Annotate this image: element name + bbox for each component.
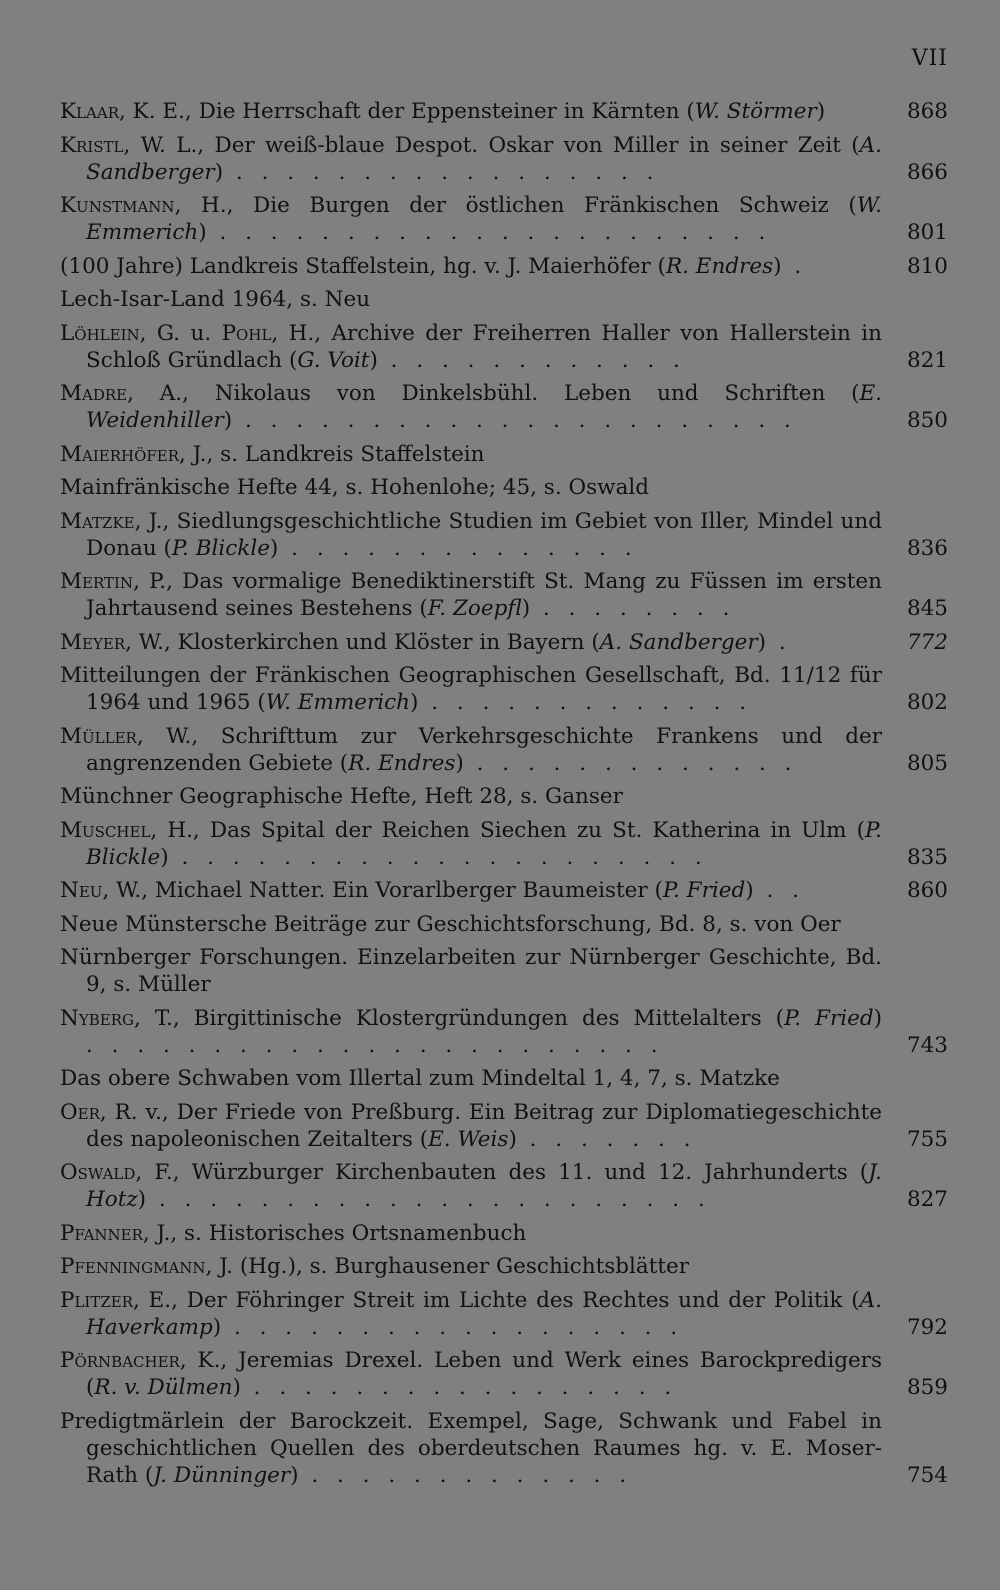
entry-page-ref: 821 — [906, 347, 948, 373]
entry-text: Predigtmärlein der Barockzeit. Exempel, Sage, Schwank und Fabel in geschichtlichen Quellen des oberdeutschen Raumes hg. v. E. Moser-Rath ( — [60, 1408, 882, 1488]
entry-close: ) — [410, 690, 419, 715]
entry-text: Münchner Geographische Hefte, Heft 28, s. Ganser — [60, 784, 623, 809]
entry-text: Mitteilungen der Fränkischen Geographischen Gesellschaft, Bd. 11/12 für 1964 und 1965 ( — [60, 663, 882, 715]
entry-author: Plitzer — [60, 1287, 134, 1313]
entry-text: , A., Nikolaus von Dinkelsbühl. Leben und Schriften ( — [127, 381, 860, 406]
entry-text: Das obere Schwaben vom Illertal zum Mindeltal 1, 4, 7, s. Matzke — [60, 1066, 780, 1091]
entry-text: Nürnberger Forschungen. Einzelarbeiten zur Nürnberger Geschichte, Bd. 9, s. Müller — [60, 945, 882, 997]
index-entry — [60, 911, 948, 938]
index-entry — [60, 1159, 948, 1213]
index-entry — [60, 1287, 948, 1341]
index-entry — [60, 817, 948, 871]
entry-close: ) — [873, 1005, 882, 1031]
entry-reviewer: E. Weidenhiller — [86, 381, 882, 433]
entry-page-ref: 827 — [906, 1187, 948, 1212]
entry-text: , P., Das vormalige Benediktinerstift St. Mang zu Füssen im ersten Jahrtausend seines Bestehens ( — [86, 569, 882, 621]
entry-close: ) — [745, 878, 754, 903]
entry-text: , K., Jeremias Drexel. Leben und Werk eines Barockpredigers ( — [86, 1348, 882, 1400]
leader-dots: . . . . . . . . . . . . . . . . . . . . . . . — [86, 1032, 664, 1058]
index-entry — [60, 1220, 948, 1247]
entry-author: Oswald — [60, 1160, 136, 1185]
leader-dots: . . . . . . . — [516, 1126, 697, 1152]
entry-text: , J., s. Historisches Ortsnamenbuch — [142, 1220, 527, 1246]
entry-text: , W. L., Der weiß-blaue Despot. Oskar von Miller in seiner Zeit ( — [123, 132, 860, 158]
entry-page-ref: 754 — [906, 1462, 948, 1488]
entry-close: ) — [521, 596, 531, 621]
entry-reviewer: E. Weis — [428, 1126, 509, 1152]
entry-reviewer: J. Hotz — [86, 1160, 882, 1212]
entry-reviewer: W. Emmerich — [265, 690, 411, 715]
entry-reviewer: A. Sandberger — [599, 629, 758, 655]
entry-close: ) — [757, 629, 767, 655]
index-entry — [60, 192, 948, 246]
entry-text: , J., s. Landkreis Staffelstein — [179, 441, 485, 467]
entry-author: Kunstmann — [60, 193, 175, 218]
entry-page-ref: 835 — [906, 844, 948, 870]
entry-page-ref: 801 — [906, 220, 948, 245]
index-entry — [60, 1253, 948, 1280]
entry-author: Klaar — [60, 99, 119, 124]
leader-dots: . . . . . . . . . . . . . . . . . . — [221, 1314, 684, 1340]
index-entry — [60, 723, 948, 777]
entry-author: Kristl — [60, 132, 124, 158]
entry-page-ref: 866 — [906, 159, 948, 185]
entry-reviewer: R. Endres — [665, 253, 774, 279]
entry-reviewer: W. Emmerich — [86, 193, 882, 245]
index-entry — [60, 1347, 948, 1401]
entry-text: (100 Jahre) Landkreis Staffelstein, hg. v. J. Maierhöfer ( — [60, 253, 666, 279]
entry-reviewer: P. Blickle — [171, 535, 270, 561]
index-entry — [60, 1099, 948, 1153]
entry-close: ) — [455, 750, 464, 776]
entry-author: Matzke — [60, 508, 135, 534]
entry-author: Pohl — [221, 320, 272, 346]
leader-dots: . . . . . . . . . . . . . . . . . . . . . — [168, 844, 708, 870]
entry-author: Pörnbacher — [60, 1348, 180, 1373]
leader-dots: . . . . . . . . . . . . . . . . . . . . . . — [146, 1187, 711, 1212]
entry-reviewer: A. Sandberger — [86, 132, 882, 185]
entry-author: Nyberg — [60, 1005, 134, 1031]
index-entry — [60, 380, 948, 434]
page-number: VII — [911, 46, 948, 71]
entry-reviewer: R. v. Dülmen — [94, 1375, 233, 1400]
index-entry — [60, 286, 948, 313]
entry-text: , F., Würzburger Kirchenbauten des 11. und 12. Jahrhunderts ( — [135, 1160, 869, 1185]
entry-page-ref: 792 — [906, 1314, 948, 1340]
leader-dots: . . . . . . . . . . . . — [377, 347, 686, 373]
entry-page-ref: 859 — [906, 1375, 948, 1400]
entry-text: , W., Klosterkirchen und Klöster in Bayern ( — [125, 629, 600, 655]
entry-text: , H., Archive der Freiherren Haller von Hallerstein in Schloß Gründlach ( — [86, 320, 882, 373]
entry-author: Pfenningmann — [60, 1254, 206, 1279]
entry-page-ref: 805 — [906, 750, 948, 776]
entry-reviewer: F. Zoepfl — [427, 596, 522, 621]
index-entry — [60, 508, 948, 562]
index-entry — [60, 568, 948, 622]
index-entry — [60, 1065, 948, 1092]
entry-page-ref: 836 — [906, 535, 948, 561]
leader-dots: . . . . . . . . . . . . . — [418, 690, 753, 715]
index-entry — [60, 132, 948, 186]
leader-dots: . . . . . . . . . . . . . . . . . . . . . . — [206, 220, 772, 245]
entry-text: Neue Münstersche Beiträge zur Geschichtsforschung, Bd. 8, s. von Oer — [60, 911, 841, 937]
entry-close: ) — [160, 844, 169, 870]
entry-page-ref: 743 — [906, 1032, 948, 1058]
leader-dots: . . . . . . . . . . . . . . . . . — [223, 159, 660, 185]
entry-close: ) — [773, 253, 782, 279]
entry-close: ) — [369, 347, 378, 373]
entry-page-ref: 772 — [906, 629, 948, 655]
entry-author: Müller — [60, 723, 137, 749]
leader-dots: . . — [753, 878, 805, 903]
entry-author: Maierhöfer — [60, 441, 180, 467]
entry-close: ) — [232, 1375, 241, 1400]
index-entry — [60, 253, 948, 280]
entry-author: Muschel — [60, 817, 151, 843]
index-entry — [60, 944, 948, 998]
index-list — [60, 98, 948, 1495]
entry-page-ref: 755 — [906, 1126, 948, 1152]
entry-close: ) — [198, 220, 207, 245]
entry-page-ref: 802 — [906, 690, 948, 715]
entry-page-ref: 845 — [906, 596, 948, 621]
leader-dots: . — [766, 629, 792, 655]
entry-page-ref: 860 — [906, 878, 948, 903]
leader-dots: . . . . . . . . — [530, 596, 736, 621]
index-entry — [60, 441, 948, 468]
entry-close: ) — [269, 535, 279, 561]
entry-author: Madre — [60, 381, 128, 406]
entry-text: Mainfränkische Hefte 44, s. Hohenlohe; 45, s. Oswald — [60, 475, 650, 500]
entry-close: ) — [137, 1187, 147, 1212]
entry-close: ) — [214, 159, 224, 185]
entry-reviewer: R. Endres — [348, 750, 456, 776]
leader-dots: . . . . . . . . . . . . . . . . . . . . . . — [232, 408, 797, 433]
entry-text: , W., Schrifttum zur Verkehrsgeschichte Frankens und der angrenzenden Gebiete ( — [86, 723, 882, 776]
entry-page-ref: 868 — [906, 99, 948, 124]
leader-dots: . . . . . . . . . . . . . . . . . — [240, 1375, 678, 1400]
index-entry — [60, 320, 948, 374]
entry-text: , K. E., Die Herrschaft der Eppensteiner in Kärnten ( — [118, 99, 695, 124]
entry-close: ) — [290, 1462, 299, 1488]
entry-page-ref: 810 — [906, 253, 948, 279]
entry-author: Mertin — [60, 569, 134, 594]
index-entry — [60, 474, 948, 501]
entry-reviewer: P. Fried — [662, 878, 746, 903]
entry-close: ) — [212, 1314, 222, 1340]
entry-reviewer: P. Blickle — [86, 817, 882, 870]
leader-dots: . . . . . . . . . . . . . . — [278, 535, 638, 561]
entry-reviewer: W. Störmer — [694, 99, 817, 124]
entry-reviewer: G. Voit — [297, 347, 370, 373]
entry-reviewer: A. Haverkamp — [86, 1287, 882, 1340]
index-entry — [60, 662, 948, 716]
entry-text: , E., Der Föhringer Streit im Lichte des Rechtes und der Politik ( — [133, 1287, 860, 1313]
entry-close: ) — [508, 1126, 517, 1152]
entry-author: Pfanner — [60, 1220, 143, 1246]
entry-text: , J. (Hg.), s. Burghausener Geschichtsblätter — [205, 1254, 689, 1279]
leader-dots: . . . . . . . . . . . . . — [298, 1462, 633, 1488]
index-entry — [60, 629, 948, 656]
entry-author: Meyer — [60, 629, 126, 655]
entry-reviewer: J. Dünninger — [153, 1462, 291, 1488]
entry-author: Oer — [60, 1099, 100, 1125]
entry-page-ref: 850 — [906, 408, 948, 433]
entry-text: , T., Birgittinische Klostergründungen des Mittelalters ( — [133, 1005, 785, 1031]
entry-close: ) — [223, 408, 233, 433]
entry-text: , W., Michael Natter. Ein Vorarlberger Baumeister ( — [102, 878, 663, 903]
index-entry — [60, 1005, 948, 1059]
entry-reviewer: P. Fried — [784, 1005, 874, 1031]
index-entry — [60, 783, 948, 810]
entry-text: , G. u. — [139, 320, 222, 346]
index-entry — [60, 98, 948, 125]
entry-text: , H., Das Spital der Reichen Siechen zu St. Katherina in Ulm ( — [150, 817, 866, 843]
entry-text: , R. v., Der Friede von Preßburg. Ein Beitrag zur Diplomatiegeschichte des napoleonischen Zeitalters ( — [86, 1099, 882, 1152]
leader-dots: . . . . . . . . . . . . . — [463, 750, 798, 776]
entry-text: Lech-Isar-Land 1964, s. Neu — [60, 287, 371, 312]
entry-close: ) — [816, 99, 826, 124]
leader-dots: . — [781, 253, 808, 279]
index-entry — [60, 877, 948, 904]
entry-text: , H., Die Burgen der östlichen Fränkischen Schweiz ( — [174, 193, 857, 218]
entry-author: Löhlein — [60, 320, 140, 346]
entry-text: , J., Siedlungsgeschichtliche Studien im Gebiet von Iller, Mindel und Donau ( — [86, 508, 882, 561]
index-entry — [60, 1408, 948, 1489]
entry-author: Neu — [60, 878, 103, 903]
